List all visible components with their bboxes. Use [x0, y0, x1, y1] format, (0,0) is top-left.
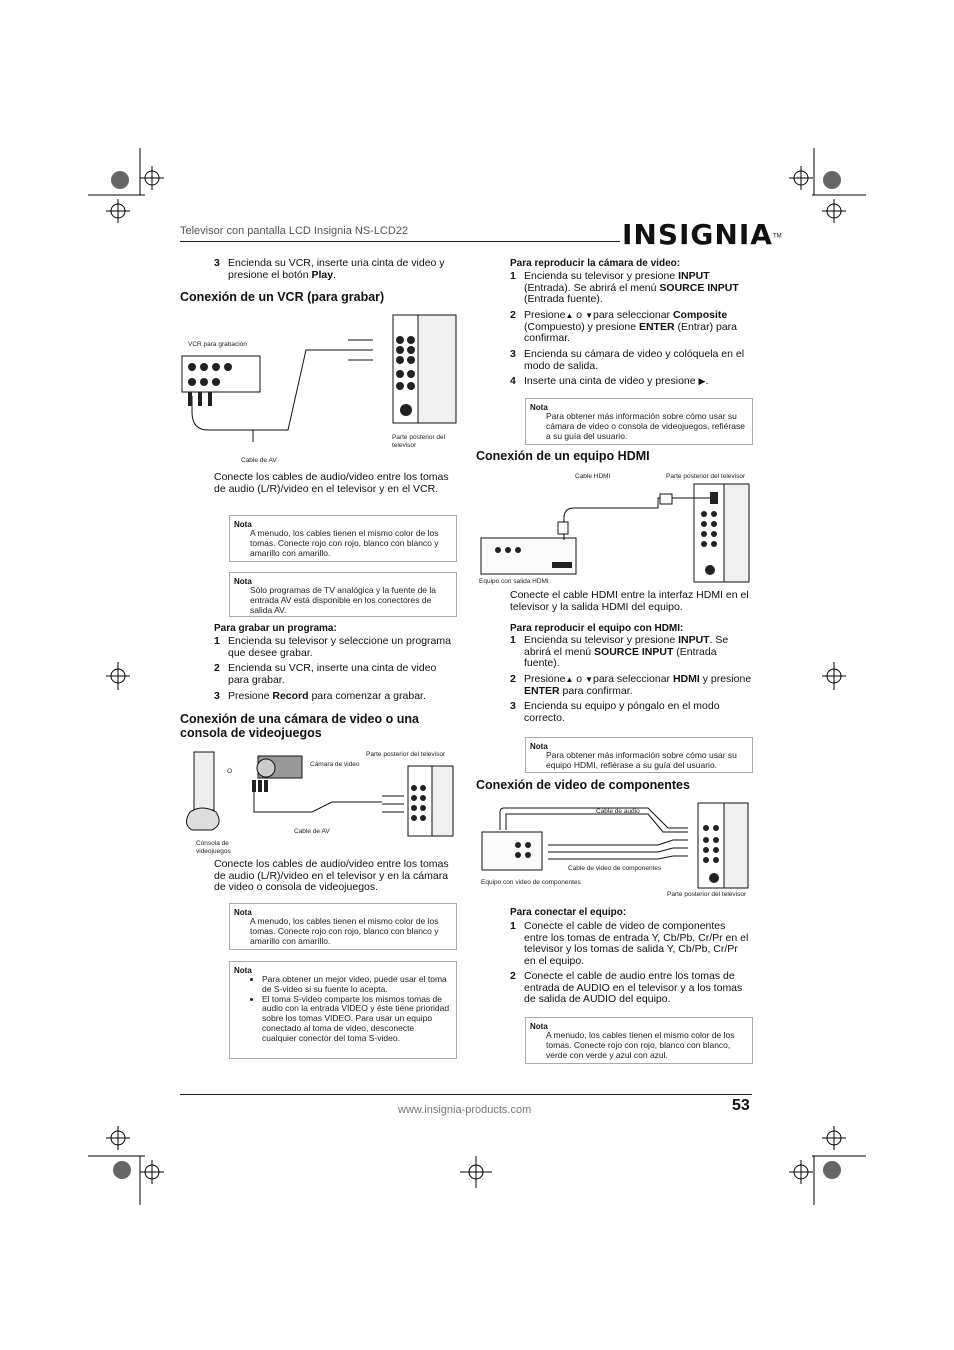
- camera-play-note: [525, 398, 753, 445]
- component-video-cable-label: Cable de video de componentes: [568, 865, 662, 872]
- note-text: A menudo, los cables tienen el mismo color de los tomas. Conecte rojo con rojo, blanco con blanco, verde con verde y azul con azul.: [546, 1030, 735, 1060]
- note-label: Nota: [530, 403, 548, 412]
- hdmi-cable-label: Cable HDMI: [575, 473, 611, 480]
- hdmi-play-subheading: Para reproducir el equipo con HDMI:: [510, 623, 684, 634]
- up-arrow-icon: ▲: [565, 675, 574, 684]
- component-heading: Conexión de video de componentes: [476, 778, 690, 792]
- note-text: Para obtener más información sobre cómo usar su equipo HDMI, refiérase a su guía del usuario.: [546, 750, 737, 770]
- component-subheading: Para conectar el equipo:: [510, 907, 627, 918]
- note-bullet: • El toma S-video comparte los mismos tomas de audio con la entrada VIDEO y éste tiene prioridad sobre los tomas VIDEO. Para usar un equipo conectado al toma de video, desconecte cualquier conector del toma S-video.: [262, 995, 450, 1044]
- step-number: 3: [214, 257, 220, 269]
- camera-cable-label: Cable de AV: [294, 828, 330, 835]
- hdmi-note: [525, 737, 753, 773]
- vcr-record-subheading: Para grabar un programa:: [214, 623, 337, 634]
- note-label: Nota: [530, 1022, 548, 1031]
- note-text: Para obtener más información sobre cómo usar su cámara de video o consola de videojuegos, refiérase a su guía del usuario.: [546, 411, 745, 441]
- hdmi-heading: Conexión de un equipo HDMI: [476, 449, 650, 463]
- up-arrow-icon: ▲: [565, 311, 574, 320]
- brand-logo: [622, 218, 782, 254]
- camera-note-2: [229, 961, 457, 1059]
- vcr-note-2: [229, 572, 457, 617]
- note-label: Nota: [234, 966, 252, 975]
- note-label: Nota: [234, 520, 252, 529]
- down-arrow-icon: ▼: [585, 675, 593, 684]
- play-icon: ▶: [698, 376, 706, 386]
- vcr-connection-diagram: [178, 312, 468, 452]
- component-tv-label: Parte posterior del televisor: [667, 891, 747, 898]
- note-label: Nota: [234, 577, 252, 586]
- camera-note-1: [229, 903, 457, 950]
- note-bullet: • Para obtener un mejor video, puede usar el toma de S-video si su fuente lo acepta.: [262, 975, 450, 995]
- hdmi-paragraph: Conecte el cable HDMI entre la interfaz HDMI en el televisor y la salida HDMI del equipo.: [510, 589, 749, 613]
- camera-paragraph: Conecte los cables de audio/video entre los tomas de audio (L/R)/video en el televisor y en la cámara de video o consola de videojuegos.: [214, 858, 449, 893]
- vcr-label: VCR para grabación: [188, 341, 247, 348]
- footer-rule: [180, 1094, 752, 1095]
- page-number: 53: [732, 1097, 750, 1114]
- hdmi-connection-diagram: [478, 478, 753, 588]
- component-device-label: Equipo con video de componentes: [481, 879, 581, 886]
- vcr-heading: Conexión de un VCR (para grabar): [180, 290, 385, 304]
- running-header-title: Televisor con pantalla LCD Insignia NS-LCD22: [180, 225, 409, 237]
- note-text: Sólo programas de TV analógica y la fuente de la entrada AV está disponible en los conectores de salida AV.: [250, 585, 437, 615]
- console-label: Consola de videojuegos: [196, 840, 231, 855]
- camera-or-label: O: [227, 768, 233, 775]
- camera-play-subheading: Para reproducir la cámara de video:: [510, 258, 681, 269]
- component-note: [525, 1017, 753, 1064]
- vcr-cable-label: Cable de AV: [241, 457, 277, 464]
- hdmi-device-label: Equipo con salida HDMI: [479, 578, 549, 585]
- vcr-paragraph: Conecte los cables de audio/video entre los tomas de audio (L/R)/video en el televisor y en el VCR.: [214, 471, 449, 495]
- down-arrow-icon: ▼: [585, 311, 593, 320]
- note-label: Nota: [234, 908, 252, 917]
- header-rule: [180, 241, 620, 242]
- brand-logo-tm: TM: [772, 233, 782, 240]
- vcr-tv-label: Parte posterior del televisor: [392, 434, 446, 449]
- brand-logo-text: INSIGNIA: [622, 218, 773, 251]
- component-audio-cable-label: Cable de audio: [596, 808, 640, 815]
- vcr-note-1: [229, 515, 457, 562]
- step-text: Encienda su VCR, inserte una cinta de video y presione el botón Play.: [228, 257, 445, 281]
- camera-heading: Conexión de una cámara de video o una consola de videojuegos: [180, 712, 419, 740]
- note-bullets: [250, 975, 450, 1044]
- camera-tv-label: Parte posterior del televisor: [366, 751, 446, 758]
- note-label: Nota: [530, 742, 548, 751]
- note-text: A menudo, los cables tienen el mismo color de los tomas. Conecte rojo con rojo, blanco con blanco y amarillo con amarillo.: [250, 916, 439, 946]
- note-text: A menudo, los cables tienen el mismo color de los tomas. Conecte rojo con rojo, blanco con blanco y amarillo con amarillo.: [250, 528, 439, 558]
- camera-label: Cámara de video: [310, 761, 360, 768]
- hdmi-tv-label: Parte posterior del televisor: [666, 473, 746, 480]
- footer-url: www.insignia-products.com: [398, 1104, 532, 1116]
